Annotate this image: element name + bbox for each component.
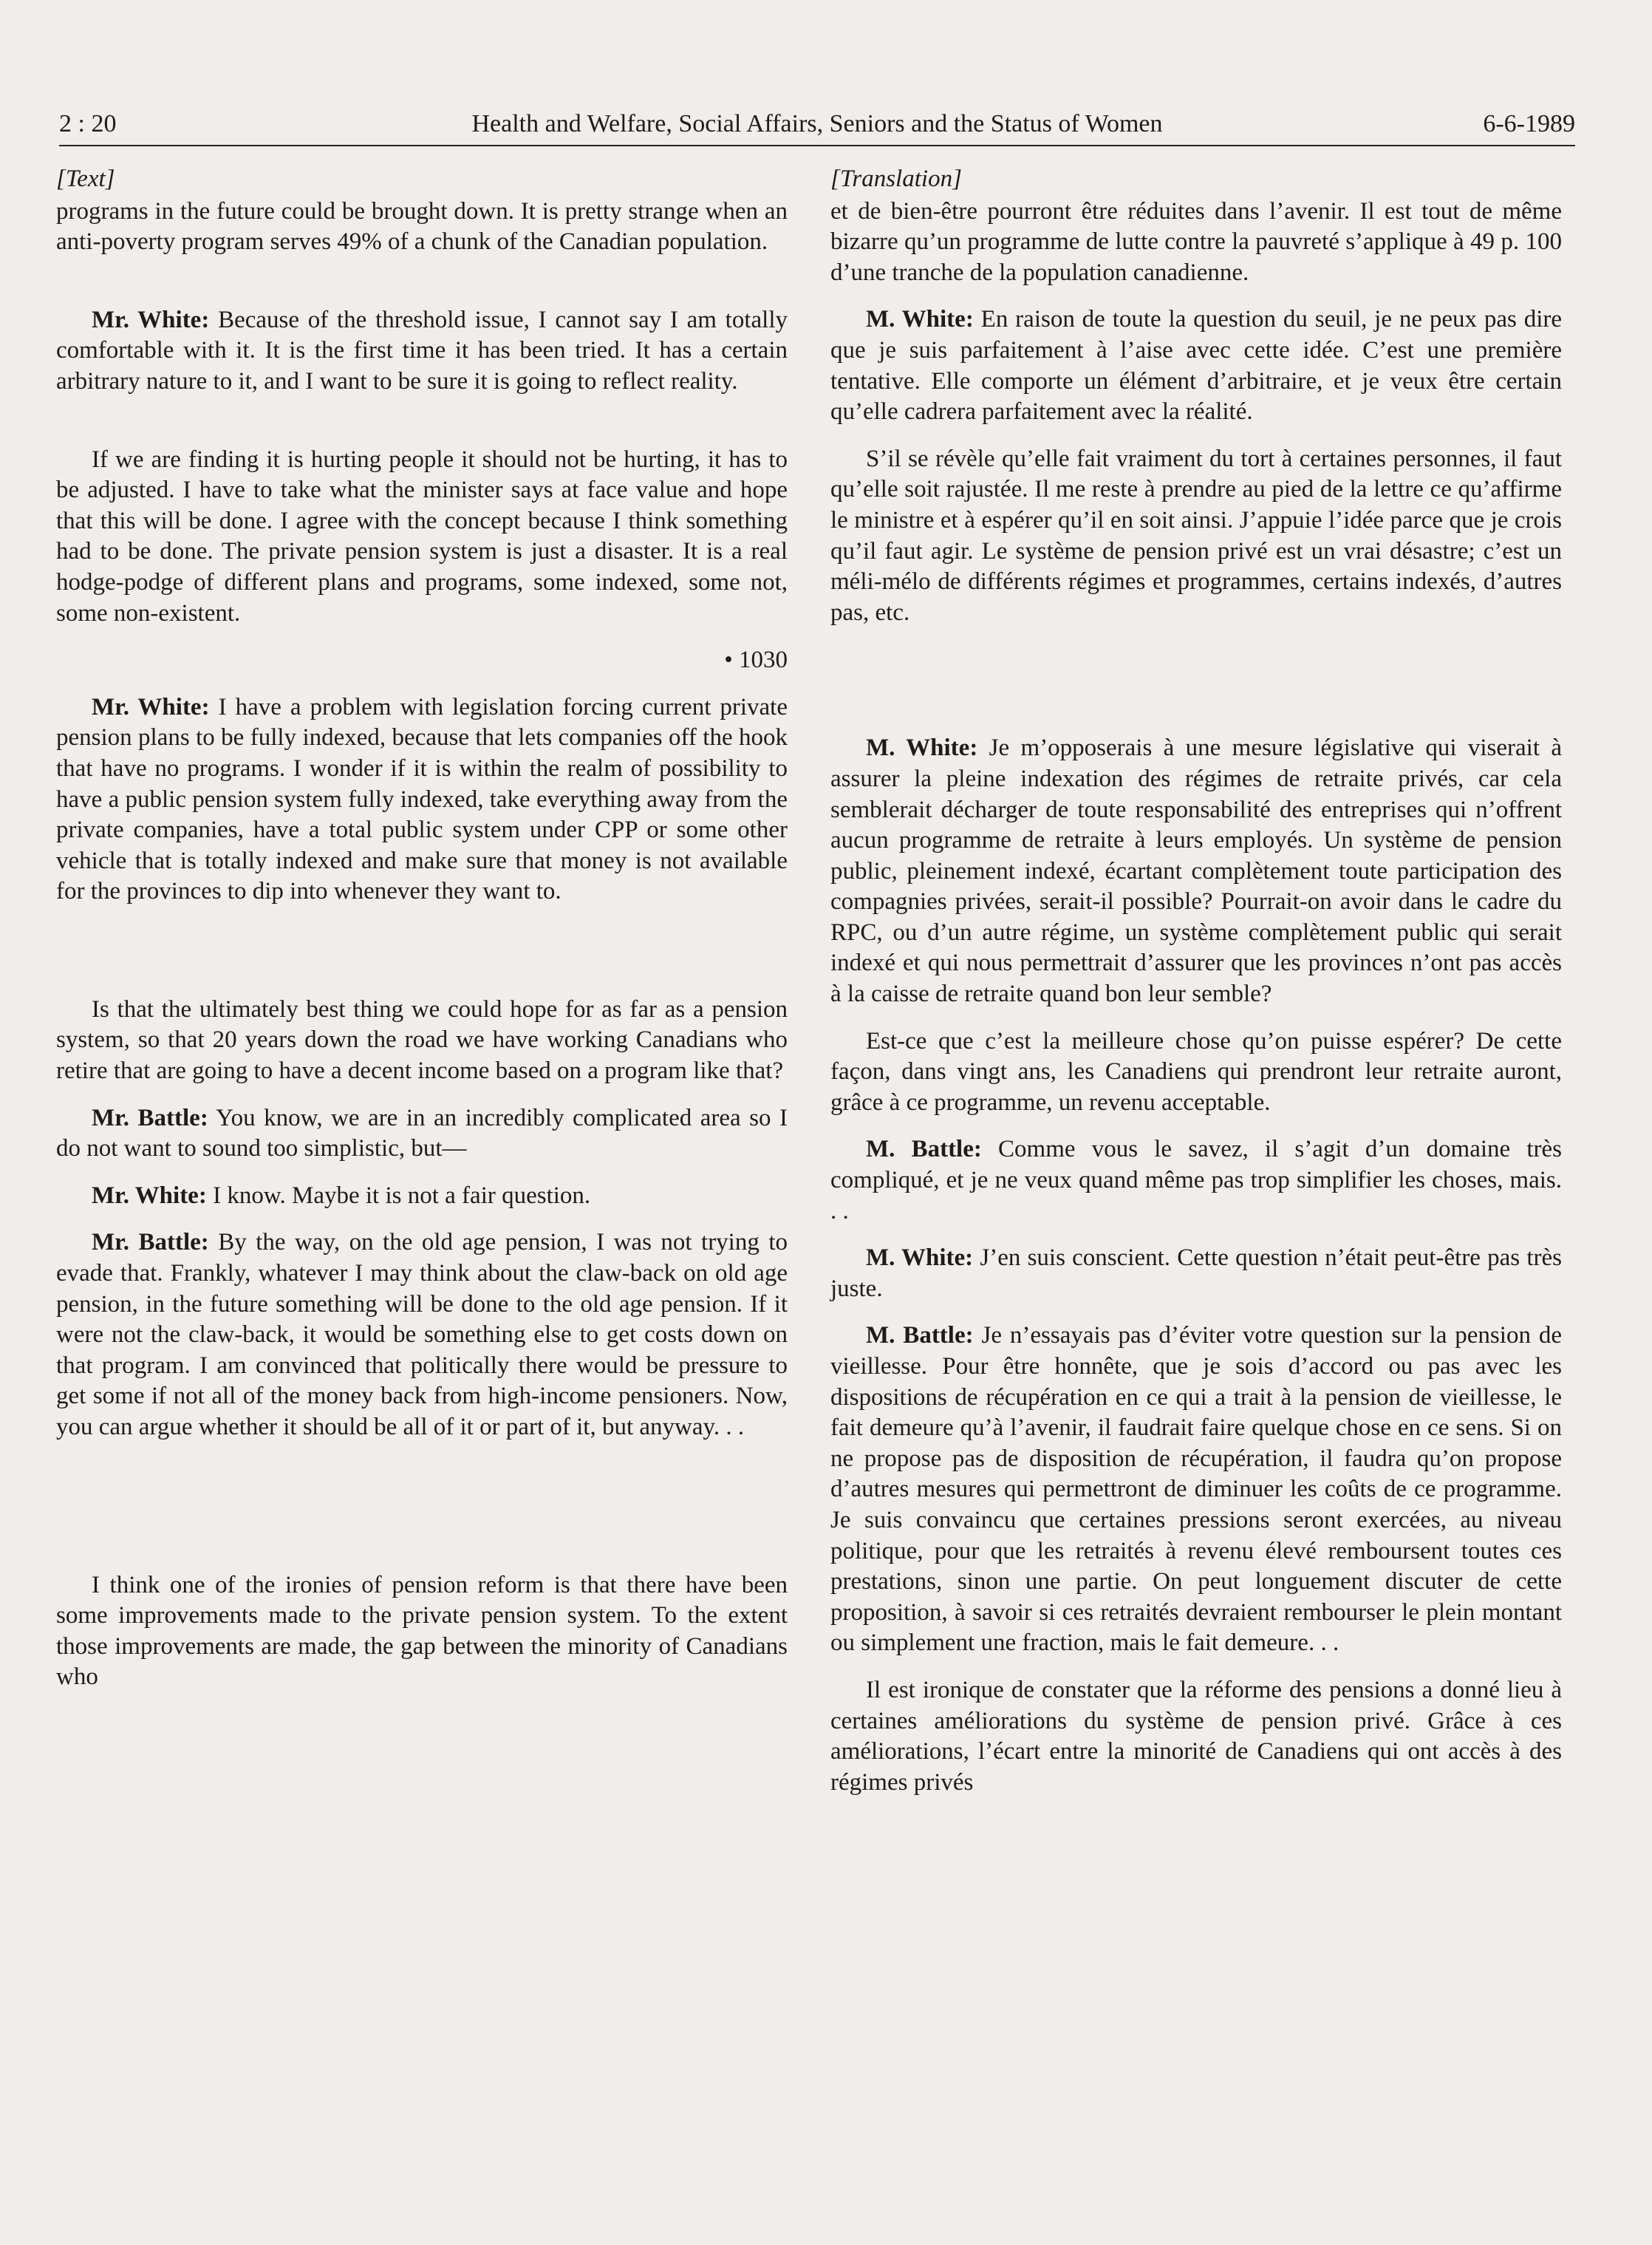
paragraph: Est-ce que c’est la meilleure chose qu’on puisse espérer? De cette façon, dans vingt ans, les Canadiens qui prendront leur retraite auront, grâce à ce programme, un revenu acceptable.	[830, 1027, 1562, 1116]
speech-text: Because of the threshold issue, I cannot say I am totally comfortable with it. It is the first time it has been tried. It has a certain arbitrary nature to it, and I want to be sure it is going to reflect reality.	[56, 306, 788, 395]
speech-text: You know, we are in an incredibly complicated area so I do not want to sound too simplistic, but—	[56, 1104, 788, 1162]
speaker-name: Mr. White:	[92, 1182, 207, 1209]
speaker-name: Mr. White:	[92, 306, 210, 333]
speaker-name: Mr. Battle:	[92, 1104, 208, 1131]
speaker-name: M. White:	[866, 306, 974, 333]
time-marker: • 1030	[724, 647, 788, 674]
speaker-name: M. Battle:	[866, 1136, 982, 1163]
paragraph: Il est ironique de constater que la réforme des pensions a donné lieu à certaines améliorations du système de pension privé. Grâce à ces améliorations, l’écart entre la minorité de Canadiens qui ont accès à des régimes privés	[830, 1676, 1562, 1796]
speech-text: Comme vous le savez, il s’agit d’un domaine très compliqué, et je ne veux quand même pas trop simplifier les choses, mais. . .	[830, 1136, 1562, 1224]
speech-text: Je n’essayais pas d’éviter votre question sur la pension de vieillesse. Pour être honnête, que je sois d’accord ou pas avec les dispositions de récupération en ce qui a trait à la pension de vieillesse, le fait demeure qu’à l’avenir, il faudrait faire quelque chose en ce sens. Si on ne propose pas de disposition de récupération, il faudra qu’on propose d’autres mesures qui permettront de diminuer les coûts de ce programme. Je suis convaincu que certaines pressions seront exercées, au niveau politique, pour que les retraités à revenu élevé remboursent toutes ces prestations, sinon une partie. On peut longuement discuter de cette proposition, à savoir si ces retraités devraient rembourser le plein montant ou simplement une fraction, mais le fait demeure. . .	[830, 1322, 1562, 1657]
header-date: 6-6-1989	[1483, 110, 1575, 137]
page-header	[59, 108, 1575, 143]
speaker-name: Mr. Battle:	[92, 1229, 209, 1256]
page-number: 2 : 20	[59, 110, 117, 137]
speaker-name: M. White:	[866, 735, 978, 762]
paragraph: Is that the ultimately best thing we could hope for as far as a pension system, so that 20 years down the road we have working Canadians who retire that are going to have a decent income based on a program like that?	[56, 995, 788, 1085]
speaker-paragraph	[830, 1321, 1562, 1659]
speaker-name: Mr. White:	[92, 693, 210, 720]
speaker-paragraph	[830, 304, 1562, 427]
speech-text: I know. Maybe it is not a fair question.	[206, 1182, 591, 1209]
english-column	[56, 164, 788, 1709]
paragraph: If we are finding it is hurting people it should not be hurting, it has to be adjusted. I have to take what the minister says at face value and hope that this will be done. I agree with the concept because I think something had to be done. The private pension system is just a disaster. It is a real hodge-podge of different plans and programs, some indexed, some not, some non-existent.	[56, 446, 788, 627]
speaker-paragraph	[830, 1243, 1562, 1304]
speech-text: By the way, on the old age pension, I was not trying to evade that. Frankly, whatever I may think about the claw-back on old age pension, in the future something will be done to the old age pension. If it were not the claw-back, it would be something else to get costs down on that program. I am convinced that politically there would be pressure to get some if not all of the money back from high-income pensioners. Now, you can argue whether it should be all of it or part of it, but anyway. . .	[56, 1229, 788, 1440]
speaker-name: M. Battle:	[866, 1322, 974, 1349]
speech-text: I have a problem with legislation forcing current private pension plans to be fully indexed, because that lets companies off the hook that have no programs. I wonder if it is within the realm of possibility to have a public pension system fully indexed, take everything away from the private companies, have a total public system under CPP or some other vehicle that is totally indexed and make sure that money is not available for the provinces to dip into whenever they want to.	[56, 693, 788, 905]
header-rule	[59, 145, 1575, 146]
paragraph: I think one of the ironies of pension reform is that there have been some improvements made to the private pension system. To the extent those improvements are made, the gap between the minority of Canadians who	[56, 1571, 788, 1691]
page-title: Health and Welfare, Social Affairs, Seniors and the Status of Women	[471, 110, 1163, 137]
speech-text: En raison de toute la question du seuil, je ne peux pas dire que je suis parfaitement à l’aise avec cette idée. C’est une première tentative. Elle comporte un élément d’arbitraire, et je veux être certain qu’elle cadrera parfaitement avec la réalité.	[830, 306, 1562, 426]
speaker-paragraph	[56, 692, 788, 907]
speech-text: Je m’opposerais à une mesure législative qui viserait à assurer la pleine indexation des régimes de retraite privés, car cela semblerait décharger de toute responsabilité des entreprises qui n’offrent aucun programme de retraite à leurs employés. Un système de pension public, pleinement indexé, écartant complètement toute participation des compagnies privées, serait-il possible? Pourrait-on avoir dans le cadre du RPC, ou d’un autre régime, un système complètement public qui serait indexé et qui nous permettrait d’assurer que les provinces n’ont pas accès à la caisse de retraite quand bon leur semble?	[830, 735, 1562, 1008]
speaker-paragraph	[830, 733, 1562, 1009]
paragraph: S’il se révèle qu’elle fait vraiment du tort à certaines personnes, il faut qu’elle soit rajustée. Il me reste à prendre au pied de la lettre ce qu’affirme le ministre et à espérer qu’il en soit ainsi. J’appuie l’idée parce que je crois qu’il faut agir. Le système de pension privé est un vrai désastre; c’est un méli-mélo de différents régimes et programmes, certains indexés, d’autres pas, etc.	[830, 445, 1562, 626]
speaker-paragraph	[56, 1103, 788, 1165]
paragraph: programs in the future could be brought down. It is pretty strange when an anti-poverty program serves 49% of a chunk of the Canadian population.	[56, 197, 788, 256]
french-column	[830, 164, 1562, 1814]
speech-text: J’en suis conscient. Cette question n’était peut-être pas très juste.	[830, 1244, 1562, 1302]
speaker-paragraph	[56, 1181, 788, 1212]
paragraph: et de bien-être pourront être réduites dans l’avenir. Il est tout de même bizarre qu’un programme de lutte contre la pauvreté s’applique à 49 p. 100 d’une tranche de la population canadienne.	[830, 197, 1562, 286]
speaker-paragraph	[830, 1134, 1562, 1227]
translation-tag: [Translation]	[830, 166, 962, 192]
text-tag: [Text]	[56, 166, 115, 192]
speaker-name: M. White:	[866, 1244, 974, 1272]
speaker-paragraph	[56, 305, 788, 398]
speaker-paragraph	[56, 1227, 788, 1442]
